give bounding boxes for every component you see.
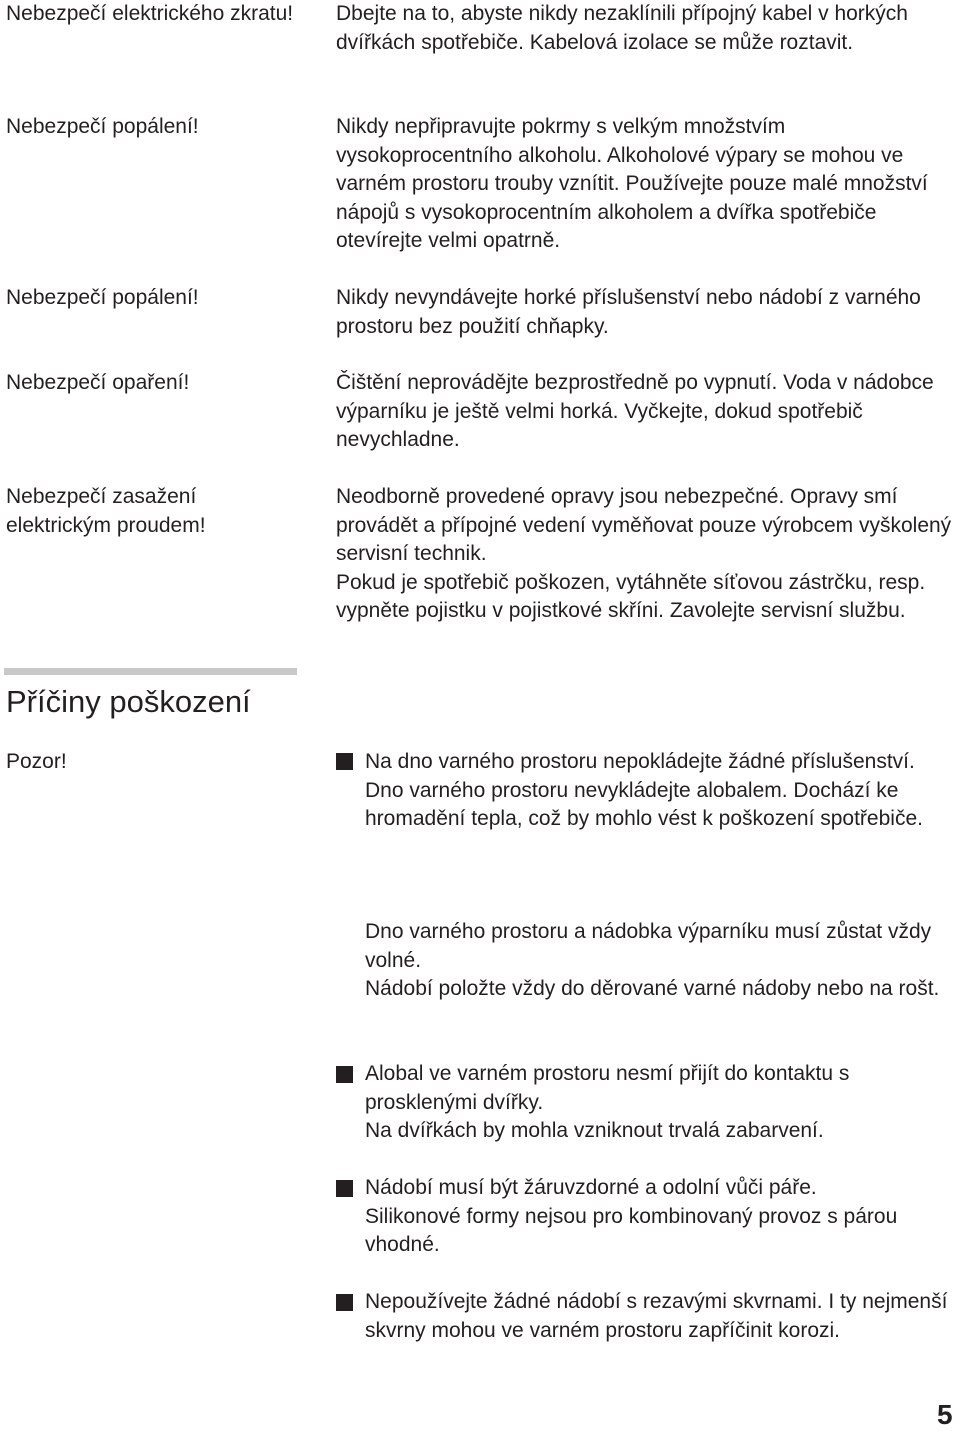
section-divider [4,668,297,675]
section-title: Příčiny poškození [6,684,251,719]
damage-item-5: Nepoužívejte žádné nádobí s rezavými skvrnami. I ty nejmenší skvrny mohou ve varném prostoru zapříčinit korozi. [365,1290,948,1342]
damage-item-4: Nádobí musí být žáruvzdorné a odolní vůči páře. Silikonové formy nejsou pro kombinovaný provoz s párou vhodné. [365,1176,898,1256]
square-bullet-icon [336,753,353,770]
caution-label: Pozor! [6,750,67,773]
warning-text-electric-shock: Neodborně provedené opravy jsou nebezpečné. Opravy smí provádět a přípojné vedení vyměňovat pouze výrobcem vyškolený servisní technik. Pokud je spotřebič poškozen, vytáhněte síťovou zástrčku, resp. vypněte pojistku v pojistkové skříni. Zavolejte servisní službu. [336,485,952,622]
square-bullet-icon [336,1294,353,1311]
warning-text-short-circuit: Dbejte na to, abyste nikdy nezaklínili přípojný kabel v horkých dvířkách spotřebiče. Kabelová izolace se může roztavit. [336,2,908,54]
square-bullet-icon [336,1066,353,1083]
damage-item-2: Dno varného prostoru a nádobka výparníku musí zůstat vždy volné. Nádobí položte vždy do děrované varné nádoby nebo na rošt. [365,920,940,1000]
warning-label-scald: Nebezpečí opaření! [6,371,190,394]
square-bullet-icon [336,1180,353,1197]
warning-label-burn-1: Nebezpečí popálení! [6,115,199,138]
warning-text-burn-2: Nikdy nevyndávejte horké příslušenství nebo nádobí z varného prostoru bez použití chňapky. [336,286,921,338]
warning-label-electric-shock: Nebezpečí zasažení elektrickým proudem! [6,485,206,537]
damage-item-3: Alobal ve varném prostoru nesmí přijít do kontaktu s prosklenými dvířky. Na dvířkách by mohla vzniknout trvalá zabarvení. [365,1062,850,1142]
warning-text-burn-1: Nikdy nepřipravujte pokrmy s velkým množstvím vysokoprocentního alkoholu. Alkoholové výpary se mohou ve varném prostoru trouby vznítit. Používejte pouze malé množství nápojů s vysokoprocentním alkoholem a dvířka spotřebiče otevírejte velmi opatrně. [336,115,928,252]
warning-label-burn-2: Nebezpečí popálení! [6,286,199,309]
page-number: 5 [937,1399,953,1430]
damage-item-1: Na dno varného prostoru nepokládejte žádné příslušenství. Dno varného prostoru nevykládejte alobalem. Dochází ke hromadění tepla, což by mohlo vést k poškození spotřebiče. [365,750,923,830]
warning-label-short-circuit: Nebezpečí elektrického zkratu! [6,2,294,25]
warning-text-scald: Čištění neprovádějte bezprostředně po vypnutí. Voda v nádobce výparníku je ještě velmi horká. Vyčkejte, dokud spotřebič nevychladne. [336,371,934,451]
